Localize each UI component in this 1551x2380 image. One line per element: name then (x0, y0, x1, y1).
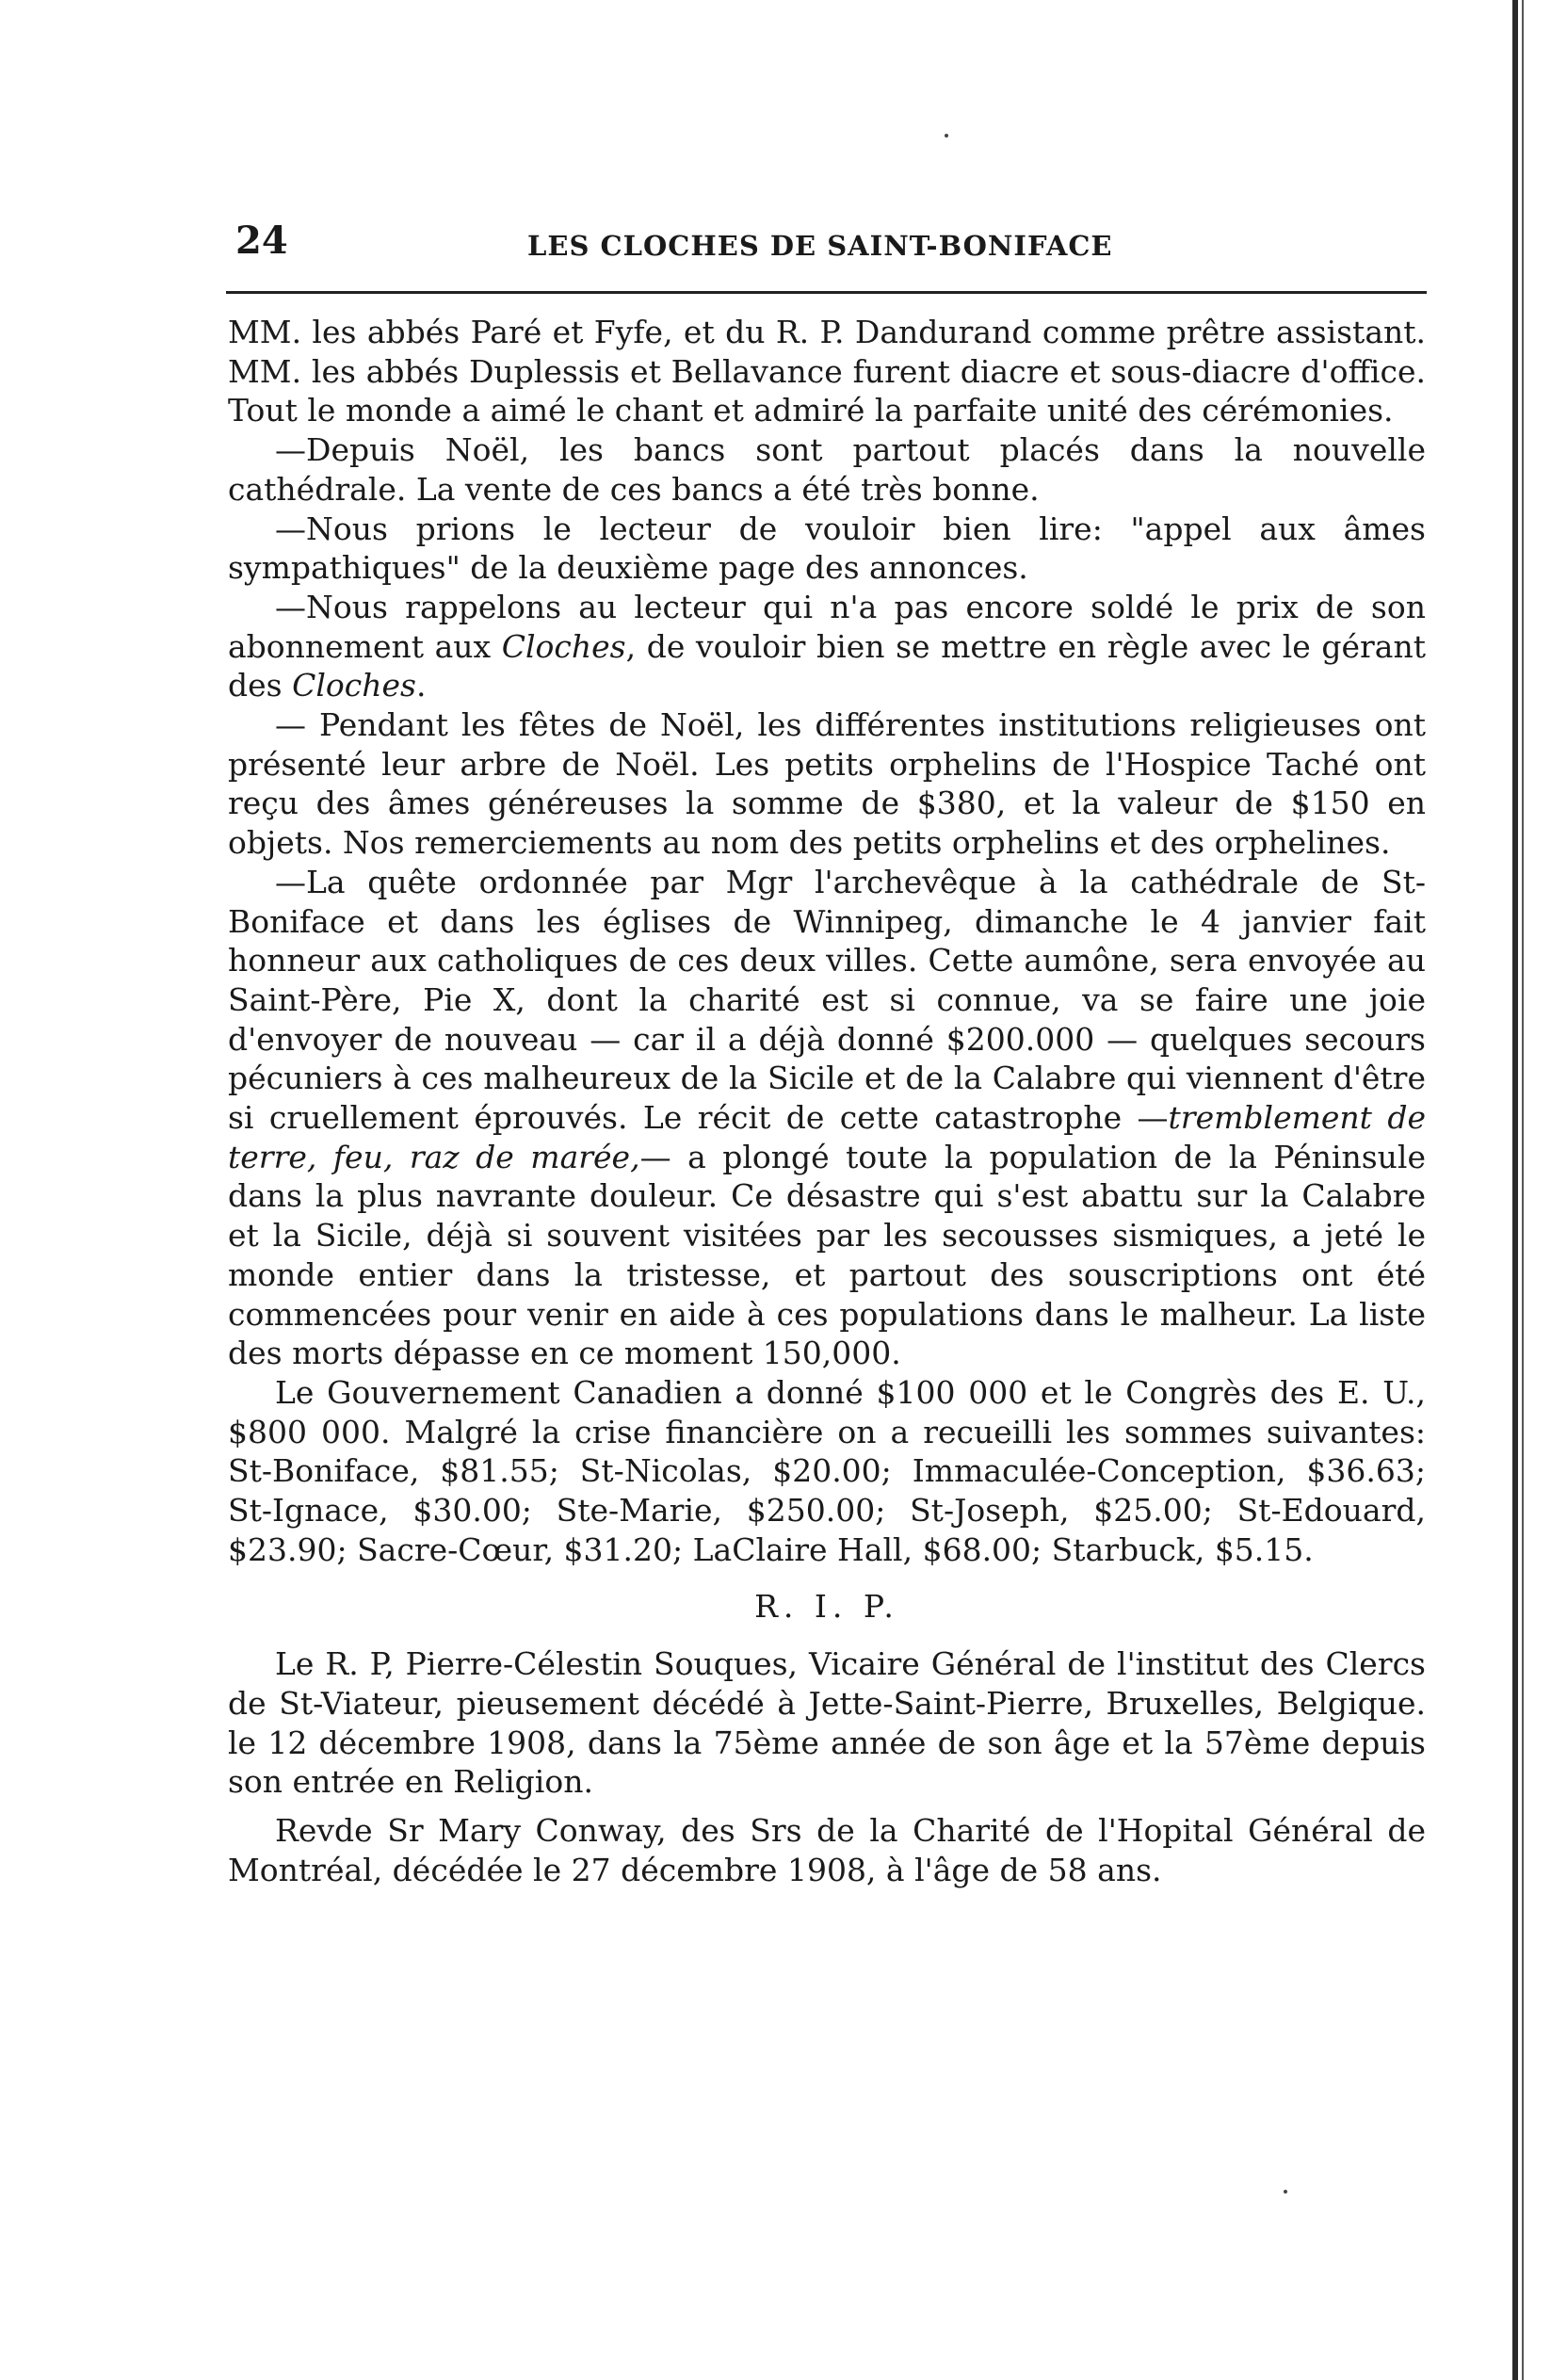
obituary-souques: Le R. P, Pierre-Célestin Souques, Vicaire Général de l'institut des Clercs de St-Viateur, pieusement décédé à Jette-Saint-Pierre, Bruxelles, Belgique. le 12 décembre 1908, dans la 75ème année de son âge et la 57ème depuis son entrée en Religion. (228, 1645, 1426, 1801)
paragraph-ceremony: MM. les abbés Paré et Fyfe, et du R. P. Dandurand comme prêtre assistant. MM. les abbés Duplessis et Bellavance furent diacre et sous-diacre d'office. Tout le monde a aimé le chant et admiré la parfaite unité des cérémonies. (228, 314, 1426, 429)
print-speck (945, 134, 948, 138)
rip-heading: R. I. P. (754, 1587, 899, 1625)
page-edge-line (1522, 0, 1524, 2380)
paragraph-donations: Le Gouvernement Canadien a donné $100 000 et le Congrès des E. U., $800 000. Malgré la crise financière on a recueilli les sommes suivantes: St-Boniface, $81.55; St-Nicolas, $20.00; Immaculée-Conception, $36.63; St-Ignace, $30.00; Ste-Marie, $250.00; St-Joseph, $25.00; St-Edouard, $23.90; Sacre-Cœur, $31.20; LaClaire Hall, $68.00; Starbuck, $5.15. (228, 1373, 1426, 1568)
page-number: 24 (235, 219, 288, 263)
subscription-text-c: . (415, 667, 427, 704)
page-header (235, 219, 1427, 275)
running-title: LES CLOCHES DE SAINT-BONIFACE (527, 230, 1113, 262)
obituary-conway: Revde Sr Mary Conway, des Srs de la Charité de l'Hopital Général de Montréal, décédée le 27 décembre 1908, à l'âge de 58 ans. (228, 1812, 1426, 1888)
collection-text-b: — a plongé toute la population de la Péninsule dans la plus navrante douleur. Ce désastre qui s'est abattu sur la Calabre et la Sicile, déjà si souvent visitées par les secousses sismiques, a jeté le monde entier dans la tristesse, et partout des souscriptions ont été commencées pour venir en aide à ces populations dans le malheur. La liste des morts dépasse en ce moment 150,000. (228, 1138, 1426, 1372)
subscription-text-b: , de vouloir bien se mettre en règle avec le gérant des (228, 627, 1426, 704)
collection-text-a: —La quête ordonnée par Mgr l'archevêque à la cathédrale de St-Boniface et dans les églises de Winnipeg, dimanche le 4 janvier fait honneur aux catholiques de ces deux villes. Cette aumône, sera envoyée au Saint-Père, Pie X, dont la charité est si connue, va se faire une joie d'envoyer de nouveau — car il a déjà donné $200.000 — quelques secours pécuniers à ces malheureux de la Sicile et de la Calabre qui viennent d'être si cruellement éprouvés. Le récit de cette catastrophe — (228, 863, 1426, 1137)
print-speck (1284, 2190, 1287, 2194)
cloches-title-1: Cloches (501, 627, 626, 665)
paragraph-appeal: —Nous prions le lecteur de vouloir bien lire: "appel aux âmes sympathiques" de la deuxième page des annonces. (228, 510, 1426, 587)
page-edge-shadow (1512, 0, 1518, 2380)
article-body (228, 313, 1426, 1899)
paragraph-collection (228, 863, 1426, 1373)
catastrophe-italic: tremblement de terre, feu, raz de marée, (228, 1099, 1426, 1175)
paragraph-christmas: — Pendant les fêtes de Noël, les différentes institutions religieuses ont présenté leur arbre de Noël. Les petits orphelins de l'Hospice Taché ont reçu des âmes généreuses la somme de $380, et la valeur de $150 en objets. Nos remerciements au nom des petits orphelins et des orphelines. (228, 706, 1426, 862)
cloches-title-2: Cloches (292, 667, 416, 704)
header-rule (226, 291, 1427, 294)
obituaries (228, 1644, 1426, 1889)
paragraph-pews: —Depuis Noël, les bancs sont partout placés dans la nouvelle cathédrale. La vente de ces bancs a été très bonne. (228, 431, 1426, 508)
paragraph-subscription (228, 588, 1426, 705)
subscription-text-a: —Nous rappelons au lecteur qui n'a pas encore soldé le prix de son abonnement aux (228, 588, 1426, 665)
